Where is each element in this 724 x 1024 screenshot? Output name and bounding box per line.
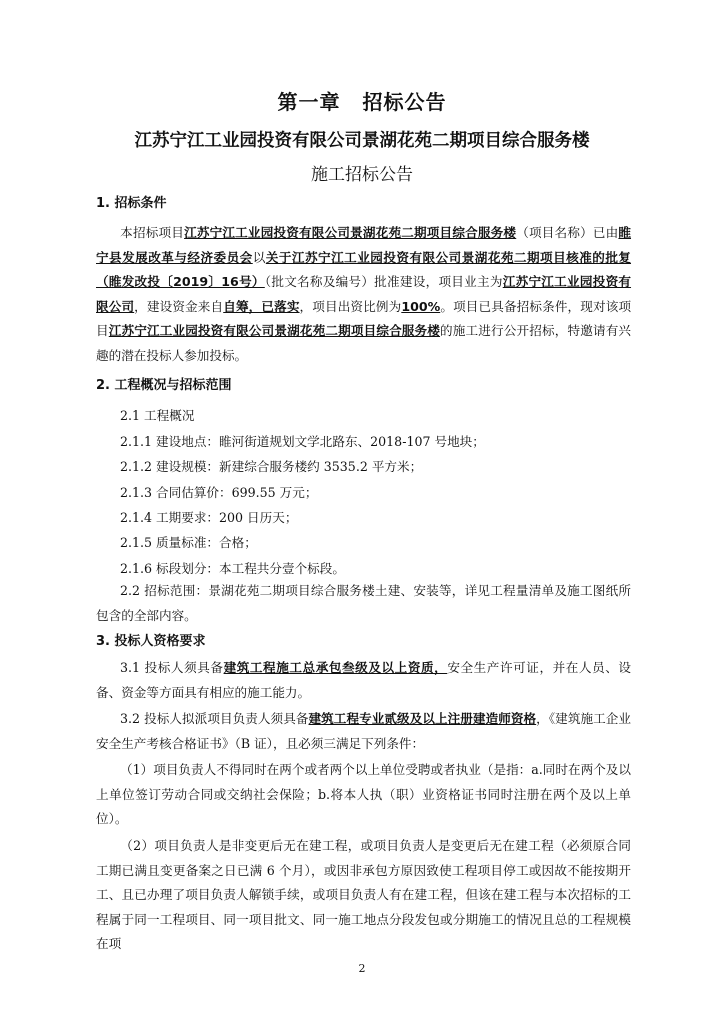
approver: 睢宁县发展改革与经济委员会 [96, 225, 632, 265]
project-name: 江苏宁江工业园投资有限公司景湖花苑二期项目综合服务楼 [184, 225, 517, 240]
text: （批文名称及编号）批准建设，项目业主为 [264, 274, 503, 289]
overview-line: 2.1.1 建设地点：睢河街道规划文学北路东、2018-107 号地块； [120, 434, 485, 449]
project-title: 江苏宁江工业园投资有限公司景湖花苑二期项目综合服务楼 [134, 131, 590, 151]
text: ，项目出资比例为 [299, 298, 402, 314]
text: （1）项目负责人不得同时在两个或者两个以上单位受聘或者执业（是指：a.同时在两个及以上单位签订劳动合同或交纳社会保险；b.将本人执（职）业资格证书同时注册在两个及以上单位）。 [96, 762, 631, 826]
text: ，建设资金来自 [134, 298, 224, 314]
text: 安全生产许可证，并在人员、设备、资金等方面具有相应的施工能力。 [96, 660, 632, 700]
text: ，《建筑施工企业安全生产考核合格证书》（B 证），且必须三满足下列条件： [96, 711, 631, 751]
overview-line: 2.1.2 建设规模：新建综合服务楼约 3535.2 平方米； [120, 459, 423, 474]
text: 本招标项目 [120, 225, 185, 240]
section-1-heading: 1. 招标条件 [96, 196, 167, 211]
condition-1-paragraph [96, 758, 631, 832]
section-1-paragraph [96, 221, 631, 368]
page-number: 2 [358, 962, 366, 975]
overview-line: 2.1.3 合同估算价：699.55 万元； [120, 485, 318, 500]
text: 3.2 投标人拟派项目负责人须具备 [120, 711, 309, 726]
notice-title: 施工招标公告 [311, 165, 413, 185]
qualification-paragraph [96, 656, 631, 705]
section-2-heading: 2. 工程概况与招标范围 [96, 378, 232, 393]
required-qualification: 建筑工程施工总承包叁级及以上资质， [223, 660, 448, 675]
text: 的施工进行公开招标，特邀请有兴趣的潜在投标人参加投标。 [96, 323, 632, 363]
funding-source: 自筹，已落实 [223, 298, 300, 314]
overview-line: 2.1 工程概况 [120, 408, 195, 423]
approval-document: 关于江苏宁江工业园投资有限公司景湖花苑二期项目核准的批复（睢发改投〔2019〕16号） [96, 249, 632, 289]
funding-ratio: 100% [401, 298, 441, 314]
text: （项目名称）已由 [516, 225, 619, 240]
condition-2-paragraph [96, 834, 631, 957]
text: （2）项目负责人是非变更后无在建工程，或项目负责人是变更后无在建工程（必须原合同工期已满且变更备案之日已满 6 个月），或因非承包方原因致使工程项目停工或因故不能按期开工、且已办理了项目负责人解锁手续，或项目负责人有在建工程，但该在建工程与本次招标的工程属于同一工程项目、同一项目批文、同一施工地点分段发包或分期施工的情况且总的工程规模在项 [96, 838, 631, 951]
owner: 江苏宁江工业园投资有限公司 [96, 274, 632, 314]
text: 。项目已具备招标条件，现对该项目 [96, 298, 632, 338]
text: 2.2 招标范围：景湖花苑二期项目综合服务楼土建、安装等，详见工程量清单及施工图纸所包含的全部内容。 [96, 583, 631, 623]
section-3-heading: 3. 投标人资格要求 [96, 634, 206, 649]
manager-paragraph [96, 707, 631, 756]
chapter-name: 招标公告 [362, 90, 447, 114]
chapter-number: 第一章 [277, 90, 341, 114]
scope-paragraph [96, 579, 631, 628]
text: 3.1 投标人须具备 [120, 660, 224, 675]
chapter-title [0, 86, 724, 115]
required-certificate: 建筑工程专业贰级及以上注册建造师资格 [308, 711, 537, 726]
overview-line: 2.1.4 工期要求：200 日历天； [120, 510, 298, 525]
overview-line: 2.1.5 质量标准：合格； [120, 535, 257, 550]
overview-line: 2.1.6 标段划分：本工程共分壹个标段。 [120, 561, 345, 576]
project-name-2: 江苏宁江工业园投资有限公司景湖花苑二期项目综合服务楼 [108, 323, 441, 338]
text: 以 [252, 249, 266, 265]
